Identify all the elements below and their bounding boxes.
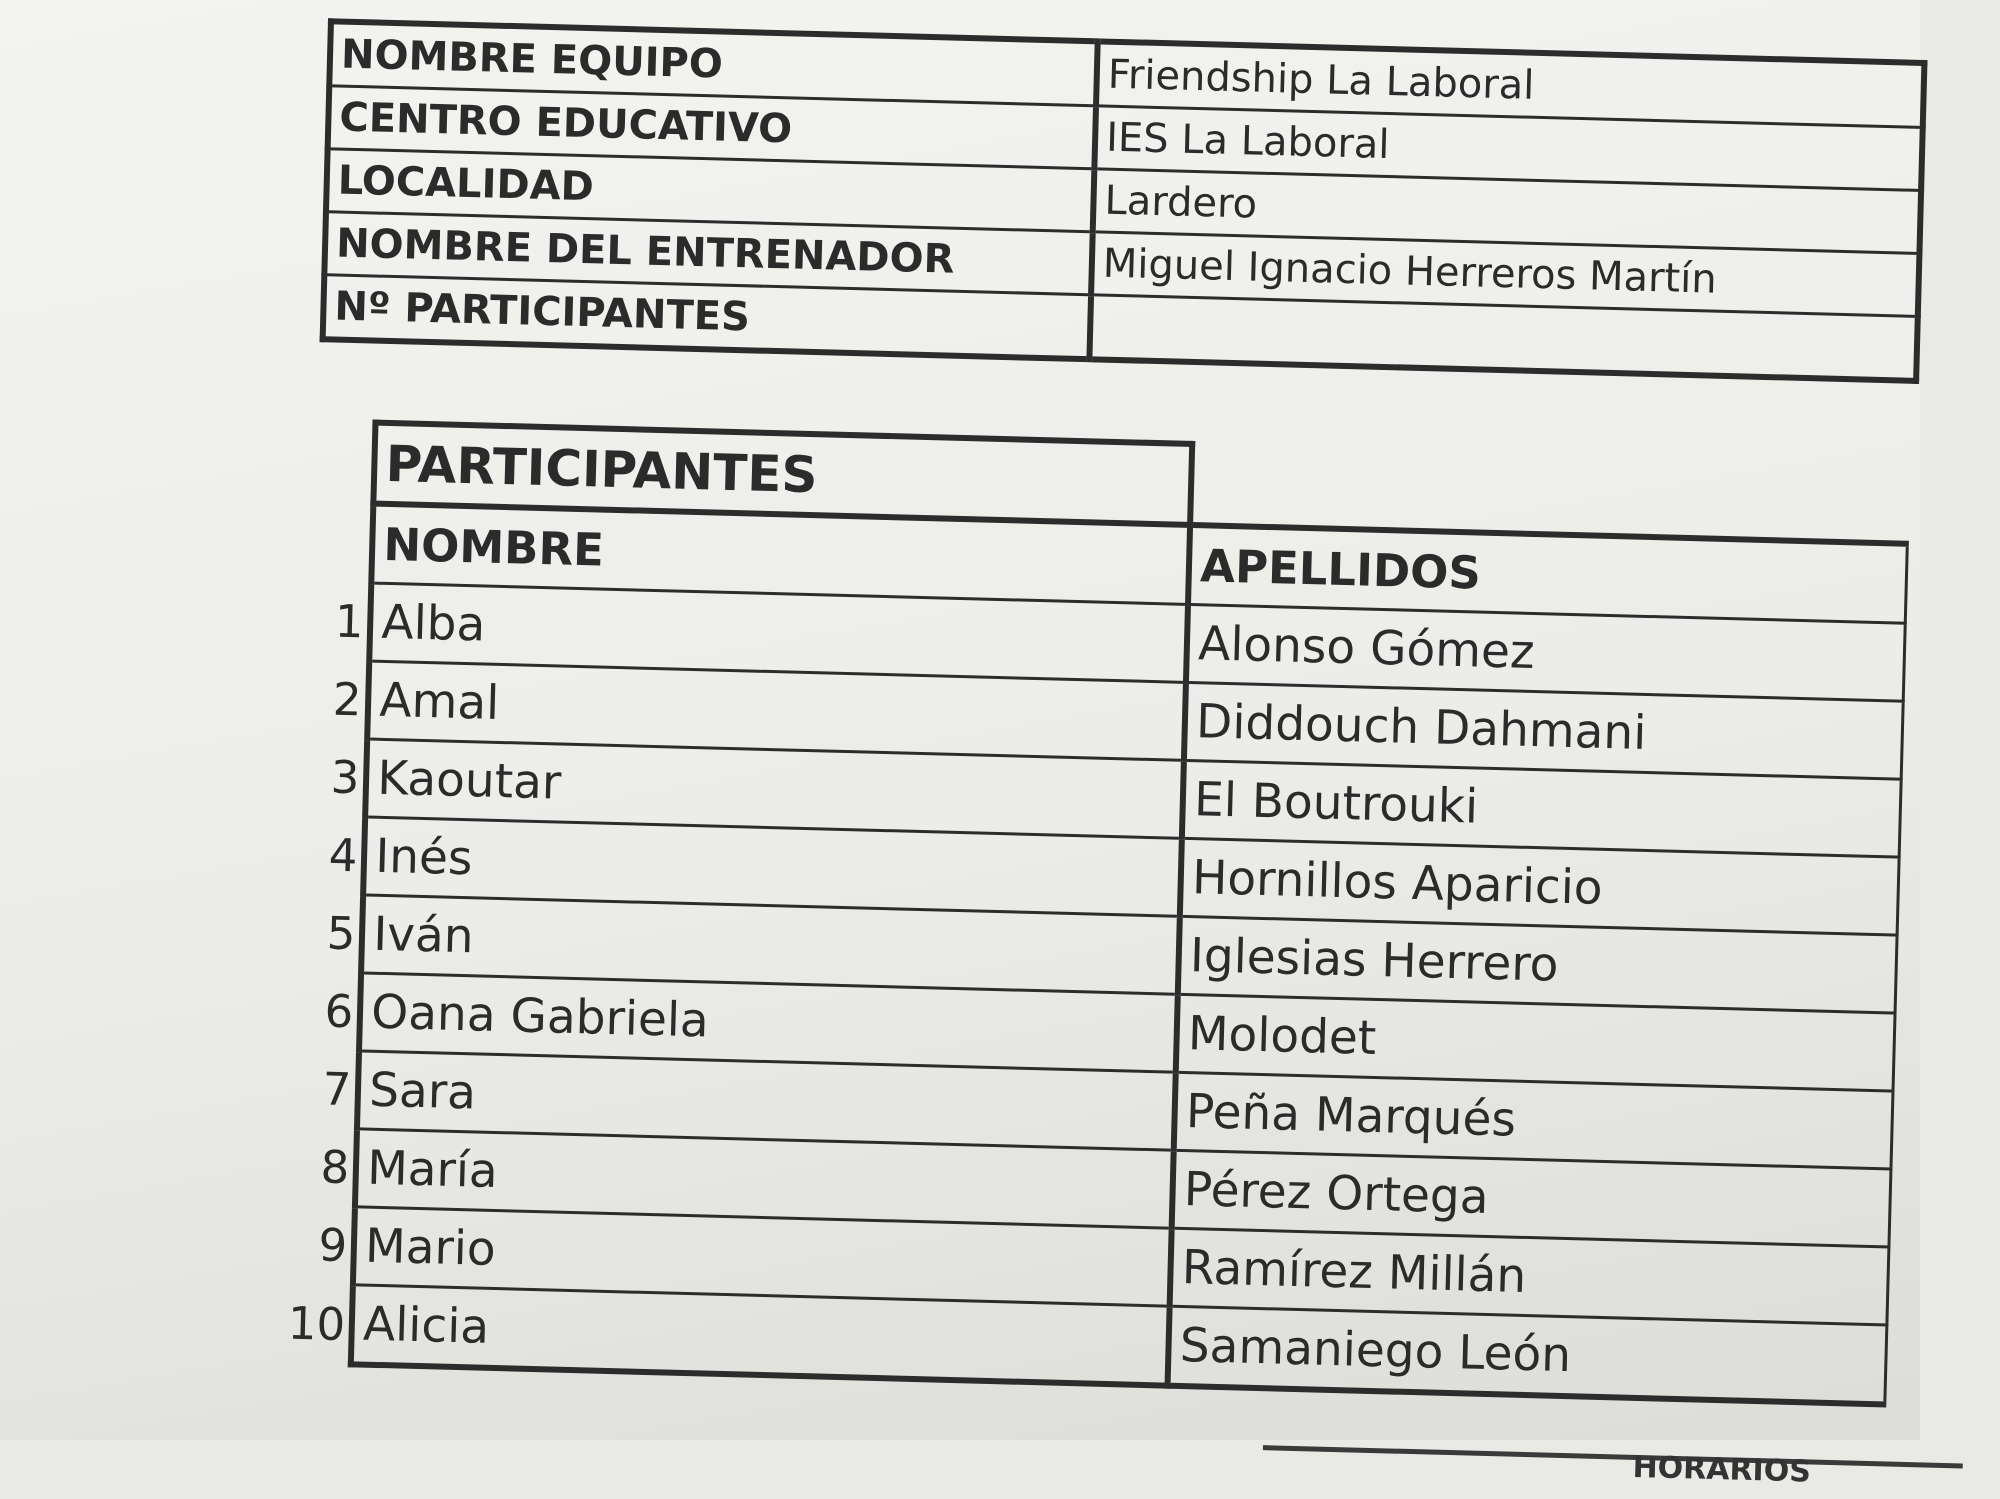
row-number: 9 [317, 1218, 348, 1273]
info-label: NOMBRE DEL ENTRENADOR [324, 212, 1092, 295]
corner-cell [307, 502, 373, 583]
participant-nombre: Inés [363, 817, 1182, 916]
participants-table [287, 418, 1911, 1408]
participant-nombre: Alicia [351, 1285, 1170, 1386]
participant-nombre: Sara [357, 1051, 1176, 1150]
row-number: 8 [319, 1140, 350, 1195]
row-number: 4 [328, 828, 359, 883]
column-header-apellidos: APELLIDOS [1188, 525, 1907, 623]
participant-apellidos: Diddouch Dahmani [1184, 682, 1903, 779]
participant-apellidos: Pérez Ortega [1172, 1150, 1891, 1247]
row-number: 7 [321, 1062, 352, 1117]
info-label: LOCALIDAD [326, 149, 1094, 232]
participant-apellidos: Molodet [1176, 994, 1895, 1091]
info-value: Miguel Ignacio Herreros Martín [1091, 232, 1919, 317]
participants-title: PARTICIPANTES [374, 423, 1193, 525]
participant-nombre: Iván [361, 895, 1180, 994]
participant-nombre: Mario [353, 1207, 1172, 1306]
participant-apellidos: Iglesias Herrero [1178, 916, 1897, 1013]
participant-apellidos: El Boutrouki [1182, 760, 1901, 857]
row-number: 3 [330, 750, 361, 805]
info-value: Friendship La Laboral [1096, 41, 1924, 127]
participant-nombre: María [355, 1129, 1174, 1228]
participant-apellidos: Peña Marqués [1174, 1072, 1893, 1169]
participant-nombre: Amal [367, 661, 1186, 760]
row-number: 2 [332, 672, 363, 727]
footer-strip [1262, 1445, 1963, 1498]
row-number: 5 [326, 906, 357, 961]
corner-cell [309, 421, 375, 504]
participant-nombre: Alba [370, 583, 1189, 682]
footer-text: HORARIOS [1632, 1449, 1812, 1490]
participant-apellidos: Alonso Gómez [1186, 604, 1905, 701]
participant-apellidos: Ramírez Millán [1170, 1228, 1889, 1325]
column-header-nombre: NOMBRE [372, 504, 1191, 605]
participant-apellidos: Hornillos Aparicio [1180, 838, 1899, 935]
info-label: CENTRO EDUCATIVO [328, 86, 1096, 169]
team-info-table [320, 18, 1928, 384]
row-number: 1 [334, 594, 365, 649]
info-value: IES La Laboral [1094, 106, 1922, 191]
participant-apellidos: Samaniego León [1168, 1306, 1887, 1404]
participant-nombre: Oana Gabriela [359, 973, 1178, 1072]
info-label: NOMBRE EQUIPO [329, 21, 1097, 106]
row-number: 6 [323, 984, 355, 1039]
participant-nombre: Kaoutar [365, 739, 1184, 838]
info-label: Nº PARTICIPANTES [323, 275, 1091, 360]
row-number: 10 [287, 1296, 346, 1351]
info-value: Lardero [1093, 169, 1921, 254]
